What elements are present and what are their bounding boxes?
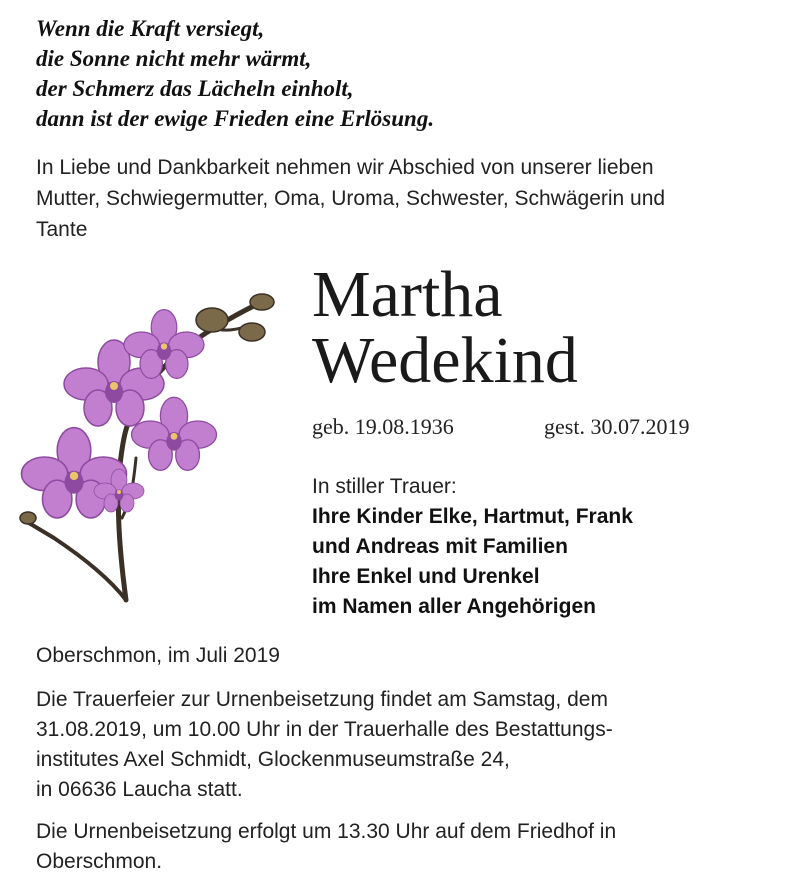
orchid-bud — [250, 294, 274, 310]
poem-line: Wenn die Kraft versiegt, — [36, 16, 265, 41]
mourners-line: Ihre Enkel und Urenkel — [312, 565, 540, 588]
ceremony-line: institutes Axel Schmidt, Glockenmuseumstraße 24, — [36, 748, 510, 771]
ceremony-info — [36, 685, 776, 805]
birth-date: geb. 19.08.1936 — [312, 414, 454, 439]
burial-line: Die Urnenbeisetzung erfolgt um 13.30 Uhr auf dem Friedhof in — [36, 820, 617, 843]
orchid-bud — [239, 323, 265, 341]
poem-line: die Sonne nicht mehr wärmt, — [36, 46, 312, 71]
life-dates — [312, 412, 782, 442]
mourners-line: im Namen aller Angehörigen — [312, 595, 596, 618]
first-name: Martha — [312, 258, 503, 331]
orchid-bud — [196, 308, 228, 332]
burial-line: Oberschmon. — [36, 850, 163, 873]
intro-line: Tante — [36, 218, 88, 241]
mourners-heading: In stiller Trauer: — [312, 475, 457, 498]
orchid-stem — [24, 520, 126, 600]
intro-line: In Liebe und Dankbarkeit nehmen wir Abschied von unserer lieben — [36, 156, 654, 179]
poem-line: dann ist der ewige Frieden eine Erlösung. — [36, 106, 435, 131]
poem — [36, 14, 776, 134]
mourners-block — [312, 472, 782, 622]
ceremony-line: in 06636 Laucha statt. — [36, 778, 243, 801]
intro-line: Mutter, Schwiegermutter, Oma, Uroma, Schwester, Schwägerin und — [36, 187, 666, 210]
farewell-intro — [36, 152, 776, 245]
ceremony-line: 31.08.2019, um 10.00 Uhr in der Trauerhalle des Bestattungs- — [36, 718, 613, 741]
mourners-line: Ihre Kinder Elke, Hartmut, Frank — [312, 505, 633, 528]
ceremony-line: Die Trauerfeier zur Urnenbeisetzung findet am Samstag, dem — [36, 688, 608, 711]
burial-info — [36, 817, 776, 877]
orchid-icon — [14, 288, 284, 608]
poem-line: der Schmerz das Lächeln einholt, — [36, 76, 354, 101]
death-date: gest. 30.07.2019 — [544, 414, 690, 439]
orchid-bud — [20, 512, 36, 524]
last-name: Wedekind — [312, 324, 578, 397]
place-date: Oberschmon, im Juli 2019 — [36, 644, 280, 667]
deceased-name — [312, 258, 782, 397]
mourners-line: und Andreas mit Familien — [312, 535, 568, 558]
